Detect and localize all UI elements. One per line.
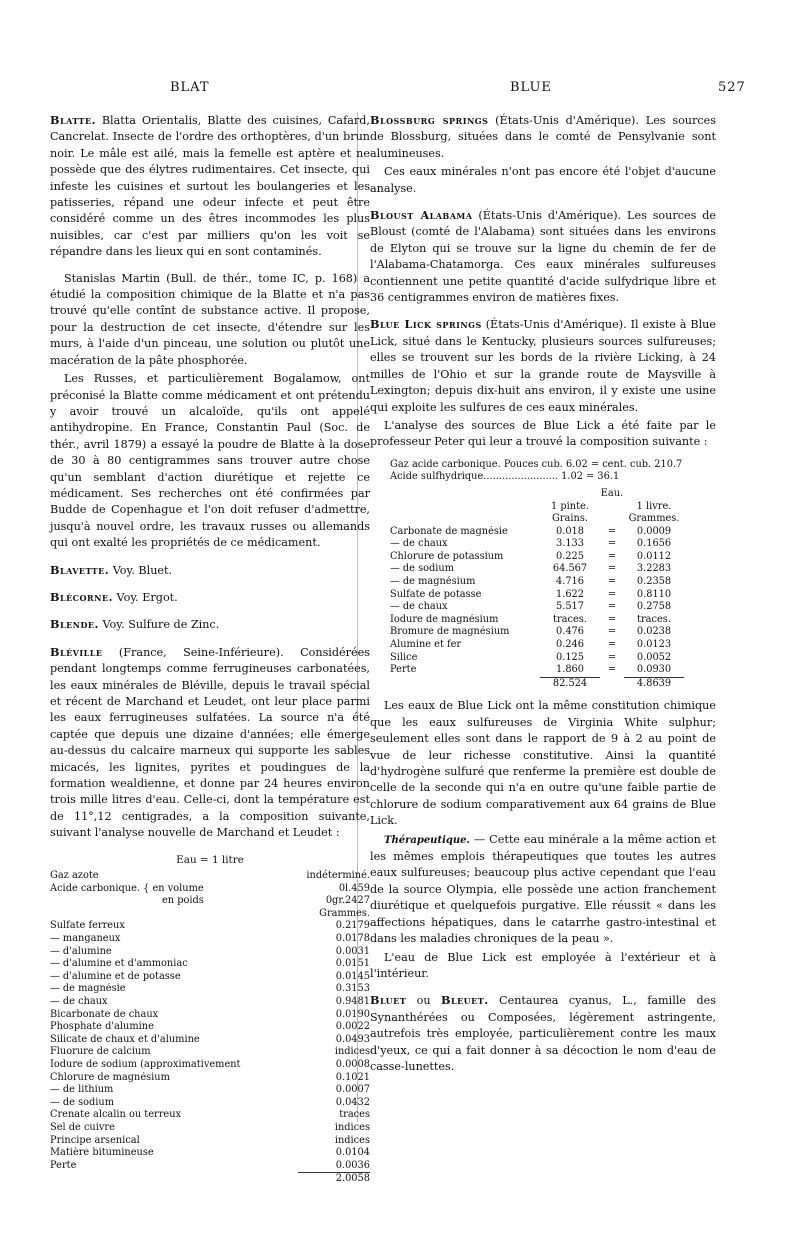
row-label: — d'alumine et de potasse — [50, 970, 181, 982]
row-value: 0.0151 — [335, 958, 370, 970]
row-label: — de chaux — [390, 601, 448, 613]
row-label: — de chaux — [390, 538, 448, 550]
row-label: Bromure de magnésium — [390, 626, 510, 638]
blavette-text: Voy. Bluet. — [112, 563, 173, 577]
table-row — [50, 971, 370, 984]
table-row — [390, 526, 684, 539]
entry-blecorne — [50, 589, 370, 606]
equals-sign: = — [607, 639, 617, 651]
col-b-header: 1 livre. — [636, 500, 672, 512]
entry-blavette — [50, 562, 370, 579]
acide-carbonique-label: Acide carbonique. — [50, 882, 140, 894]
table-row: Acide carbonique. { en volume 0l.459 — [50, 882, 370, 894]
row-value-a: 0.476 — [555, 626, 585, 638]
row-value: 0.3153 — [335, 983, 370, 995]
row-value: 0.0178 — [335, 933, 370, 945]
row-value-a: 0.246 — [555, 639, 585, 651]
row-value-b: 0.2358 — [636, 576, 672, 588]
row-value: 0.0432 — [335, 1096, 370, 1108]
equals-sign: = — [607, 613, 617, 625]
row-label: Chlorure de magnésium — [50, 1071, 170, 1083]
bluelick-after-text: Les eaux de Blue Lick ont la même constitution chimique que les eaux sulfureuses de Virginia White sulphur; seulement elles sont dans le rapport de 9 à 2 au point de vue de leur richesse constitutive. Ainsi la quantité d'hydrogène sulfuré que renferme la première est double de celle de la seconde qui n'a en outre qu'une faible partie de chlorure de sodium comparativement aux 64 grains de Blue Lick. — [370, 699, 716, 828]
table-row — [50, 895, 370, 908]
row-label: Silicate de chaux et d'alumine — [50, 1033, 200, 1045]
table-row — [50, 958, 370, 971]
row-label: — de chaux — [50, 996, 108, 1007]
equals-sign: = — [607, 538, 617, 550]
row-value-b: 0.8110 — [636, 588, 672, 600]
bleville-table — [50, 870, 370, 1186]
table-row — [50, 983, 370, 996]
row-value: 0.0022 — [335, 1021, 370, 1033]
table-row — [50, 1097, 370, 1110]
table-row — [390, 601, 684, 614]
bluet-ou: ou — [416, 994, 431, 1008]
running-head-center: BLUE — [510, 80, 552, 95]
table-row — [50, 920, 370, 933]
entry-bleville — [50, 644, 370, 842]
row-value: 0.0008 — [335, 1058, 370, 1070]
table-row — [390, 626, 684, 639]
bluelick-text2: L'analyse des sources de Blue Lick a été faite par le professeur Peter qui leur a trouvé la composition suivante : — [370, 418, 716, 449]
row-value-a: 1.860 — [555, 664, 585, 676]
equals-sign: = — [607, 550, 617, 562]
gas-row-2: Acide sulfhydrique........................ 1.02 = 36.1 — [390, 471, 620, 483]
blecorne-text: Voy. Ergot. — [116, 590, 178, 604]
row-value-a: traces. — [553, 613, 587, 625]
equals-sign: = — [607, 651, 617, 663]
row-label: Sulfate de potasse — [390, 588, 482, 600]
blossburg-text2: Ces eaux minérales n'ont pas encore été l'objet d'aucune analyse. — [370, 165, 716, 195]
row-label: — d'alumine et d'ammoniac — [50, 958, 188, 970]
table-row — [50, 1059, 370, 1072]
row-value-a: 0.125 — [555, 651, 585, 663]
row-value: indices — [334, 1121, 370, 1133]
bluelick-gas — [370, 459, 716, 484]
headword-blossburg: Blossburg springs — [370, 113, 489, 127]
headword-bleville: Bléville — [50, 644, 103, 659]
blatte-para2: Stanislas Martin (Bull. de thér., tome IC, p. 168) a étudié la composition chimique de la Blatte et n'a pas trouvé qu'elle contînt de substance active. Il propose, pour la destruction de cet insecte, d'étendre sur les murs, à l'aide d'un pinceau, une solution ou plutôt une macération de la pâte phosphorée. — [50, 271, 370, 367]
row-value-b: 0.0123 — [636, 639, 672, 651]
acide-volume-value: 0l.459 — [338, 882, 370, 894]
entry-blatte — [50, 112, 370, 261]
page-number: 527 — [718, 80, 746, 95]
row-value-a: 4.716 — [555, 576, 585, 588]
row-value: indéterminé. — [306, 870, 370, 882]
row-value-b: 0.0112 — [636, 550, 672, 562]
row-label: Phosphate d'alumine — [50, 1021, 154, 1033]
row-value-b: 3.2283 — [636, 563, 672, 575]
row-label: Perte — [50, 1159, 77, 1171]
table-row — [390, 563, 684, 576]
table-row — [50, 1034, 370, 1047]
col-a-header: 1 pinte. — [551, 500, 589, 512]
bleville-table-title: Eau = 1 litre — [176, 853, 244, 866]
row-label: Iodure de sodium (approximativement — [50, 1058, 241, 1070]
row-value: 0.0190 — [335, 1008, 370, 1020]
usage-text: L'eau de Blue Lick est employée à l'extérieur et à l'intérieur. — [370, 950, 716, 980]
therapeutique-para — [370, 832, 716, 948]
row-value-b: 0.0052 — [636, 651, 672, 663]
row-label: — de sodium — [50, 1096, 115, 1108]
gas-row-1: Gaz acide carbonique. Pouces cub. 6.02 = cent. cub. 210.7 — [390, 458, 683, 470]
table-row — [390, 652, 684, 665]
equals-sign: = — [607, 664, 617, 676]
row-value: 0.2179 — [335, 920, 370, 932]
unit-a: Grains. — [552, 513, 588, 525]
table-row — [50, 933, 370, 946]
entry-bluelick — [370, 316, 716, 415]
equals-sign: = — [607, 588, 617, 600]
row-label: Bicarbonate de chaux — [50, 1008, 159, 1020]
row-label: — de sodium — [390, 563, 455, 575]
bleville-rows — [50, 920, 370, 1172]
table-row — [390, 538, 684, 551]
row-value: 0.0036 — [335, 1159, 370, 1171]
acide-poids-label: en poids — [162, 895, 204, 907]
right-column — [370, 112, 716, 1085]
row-value: 0.0493 — [335, 1033, 370, 1045]
row-value-a: 64.567 — [552, 563, 588, 575]
therapeutique-label: Thérapeutique. — [384, 834, 470, 846]
entry-blende — [50, 616, 370, 633]
total-b: 4.8639 — [624, 677, 684, 690]
bluelick-table-title: Eau. — [600, 487, 624, 499]
bluelick-rows — [390, 526, 684, 678]
headword-blatte: Blatte. — [50, 113, 96, 127]
row-value-b: 0.2758 — [636, 601, 672, 613]
row-label: Perte — [390, 664, 417, 676]
blossburg-text: (États-Unis d'Amérique). Les sources de Blossburg, situées dans le comté de Pensylvanie sont alumineuses. — [370, 114, 716, 160]
equals-sign: = — [607, 576, 617, 588]
unit-label: Grammes. — [319, 907, 370, 919]
row-value-a: 5.517 — [555, 601, 585, 613]
row-label: Matière bitumineuse — [50, 1147, 154, 1159]
table-row — [50, 1046, 370, 1059]
row-label: Carbonate de magnésie — [390, 525, 508, 537]
row-value-a: 1.622 — [555, 588, 585, 600]
row-label: — de lithium — [50, 1084, 114, 1096]
table-row — [50, 1009, 370, 1022]
table-row — [50, 1084, 370, 1097]
table-row — [390, 589, 684, 602]
equals-sign: = — [607, 525, 617, 537]
headword-bluet: Bluet — [370, 993, 407, 1008]
acide-poids-value: 0gr.2427 — [325, 895, 370, 907]
row-label: Fluorure de calcium — [50, 1046, 151, 1058]
row-value: 0.0007 — [335, 1084, 370, 1096]
bluelick-text: (États-Unis d'Amérique). Il existe à Blue Lick, situé dans le Kentucky, plusieurs sources sulfureuses; elles se trouvent sur les bords de la rivière Licking, à 24 milles de l'Ohio et sur la grande route de Maysville à Lexington; depuis dix-huit ans environ, il y existe une usine qui exploite les sulfures de ces eaux minérales. — [370, 318, 716, 414]
row-value-a: 0.018 — [555, 525, 585, 537]
table-row — [50, 1072, 370, 1085]
table-row — [50, 1147, 370, 1160]
bluelick-table — [390, 488, 684, 691]
row-value: 0.0031 — [335, 945, 370, 957]
bluet-text: Centaurea cyanus, L., famille des Synanthérées ou Composées, légèrement astringente, autrefois très employée, particulièrement contre les maux d'yeux, ce qui a fait donner à sa décoction le nom d'eau de casse-lunettes. — [370, 994, 716, 1073]
row-label: Iodure de magnésium — [390, 613, 499, 625]
table-row — [390, 551, 684, 564]
row-value-b: 0.0930 — [636, 664, 672, 676]
blatte-intro: Blatta Orientalis, Blatte des cuisines, Cafard, Cancrelat. Insecte de l'ordre des orthoptères, d'un brun noir. Le mâle est ailé, mais la femelle est aptère et ne possède que des élytres rudimentaires. Cet insecte, qui infeste les cuisines et surtout les boulangeries et les patisseries, répand une odeur infecte et peut être considéré comme un des êtres incommodes les plus nuisibles, car c'est par milliers qu'on les voit se répandre dans les lieux qui en sont contaminés. — [50, 114, 370, 259]
equals-sign: = — [607, 626, 617, 638]
row-value: 0.9481 — [335, 996, 370, 1007]
bleville-total: 2.0058 — [298, 1173, 370, 1186]
headword-blende: Blende. — [50, 617, 99, 632]
total-a: 82.524 — [540, 677, 600, 690]
headword-blavette: Blavette. — [50, 562, 110, 577]
row-label: — de magnésie — [50, 983, 126, 995]
row-label: Sulfate ferreux — [50, 920, 125, 932]
headword-bleuet: Bleuet. — [441, 993, 489, 1008]
row-label: — de magnésium — [390, 576, 476, 588]
bleville-text: (France, Seine-Inférieure). Considérées pendant longtemps comme ferrugineuses carbonatées, les eaux minérales de Bléville, depuis le travail spécial et récent de Marchand et Leudet, ont leur place parmi les eaux ferrugineuses sulfatées. La source n'a été captée que depuis une dizaine d'années; elle émerge au-dessus du calcaire marneux qui supporte les sables micacés, les lignites, pyrites et poudingues de la formation wealdienne, et donne par 24 heures environ trois mille litres d'eau. Celle-ci, dont la température est de 11°,12 centigrades, a la composition suivante, suivant l'analyse nouvelle de Marchand et Leudet : — [50, 645, 370, 840]
unit-b: Grammes. — [628, 513, 680, 525]
entry-blossburg — [370, 112, 716, 162]
table-row — [50, 1122, 370, 1135]
table-row — [50, 1109, 370, 1122]
table-row — [390, 639, 684, 652]
row-value-a: 3.133 — [555, 538, 585, 550]
headword-blecorne: Blécorne. — [50, 589, 113, 604]
table-row — [390, 576, 684, 589]
therapeutique-text: — Cette eau minérale a la même action et les mêmes emplois thérapeutiques que toutes les autres eaux sulfureuses; beaucoup plus active cependant que l'eau de la source Olympia, elle possède une action franchement diurétique et quelquefois purgative. Elle réussit « dans les affections hépatiques, dans le catarrhe gastro-intestinal et dans les maladies chroniques de la peau ». — [370, 832, 716, 946]
row-value: 0.0104 — [335, 1147, 370, 1159]
blatte-para3: Les Russes, et particulièrement Bogalamow, ont préconisé la Blatte comme médicament et ont prétendu y avoir trouvé un alcaloïde, qu'ils ont appelé antihydropine. En France, Constantin Paul (Soc. de thér., avril 1879) a essayé la poudre de Blatte à la dose de 30 à 80 centigrammes sans trouver autre chose qu'un semblant d'action diurétique et rejette ce médicament. Ses recherches ont été confirmées par Budde de Copenhague et l'on doit refuser d'admettre, jusqu'à nouvel ordre, les travaux russes ou allemands qui ont exalté les propriétés de ce médicament. — [50, 372, 370, 550]
entry-bloust — [370, 207, 716, 306]
row-value: traces — [339, 1109, 370, 1121]
row-value-b: 0.0238 — [636, 626, 672, 638]
row-value: indices — [334, 1134, 370, 1146]
table-row — [390, 614, 684, 627]
row-label: Gaz azote — [50, 870, 99, 882]
equals-sign: = — [607, 601, 617, 613]
row-value-b: 0.1656 — [636, 538, 672, 550]
row-value: 0.0145 — [335, 970, 370, 982]
table-row — [50, 1160, 370, 1173]
row-value: indices — [334, 1046, 370, 1058]
table-row — [50, 870, 370, 883]
blende-text: Voy. Sulfure de Zinc. — [102, 618, 220, 632]
row-value-b: 0.0009 — [636, 525, 672, 537]
table-row — [50, 1021, 370, 1034]
row-label: Chlorure de potassium — [390, 550, 504, 562]
row-label: Principe arsenical — [50, 1134, 140, 1146]
row-label: Alumine et fer — [390, 639, 462, 651]
bloust-text: (États-Unis d'Amérique). Les sources de Bloust (comté de l'Alabama) sont situées dans les environs de Elyton qui se trouve sur la ligne du chemin de fer de l'Alabama-Chatamorga. Ces eaux minérales sulfureuses contiennent une petite quantité d'acide sulfydrique libre et 36 centigrammes environ de matières fixes. — [370, 209, 716, 305]
table-row — [390, 664, 684, 677]
table-row — [50, 946, 370, 959]
row-label: Sel de cuivre — [50, 1121, 115, 1133]
table-row — [50, 1135, 370, 1148]
running-head-left: BLAT — [170, 80, 210, 95]
row-label: — d'alumine — [50, 945, 112, 957]
row-value: 0.1021 — [335, 1071, 370, 1083]
equals-sign: = — [607, 563, 617, 575]
acide-volume-label: en volume — [152, 882, 204, 894]
left-column — [50, 112, 370, 1186]
row-label: Silice — [390, 651, 418, 663]
headword-bluelick: Blue Lick springs — [370, 317, 482, 332]
row-value-a: 0.225 — [555, 550, 585, 562]
entry-bluet — [370, 992, 716, 1075]
row-label: Crenate alcalin ou terreux — [50, 1109, 182, 1121]
table-row — [50, 996, 370, 1009]
row-label: — manganeux — [50, 933, 121, 945]
row-value-b: traces. — [637, 613, 671, 625]
headword-bloust: Bloust Alabama — [370, 208, 473, 223]
